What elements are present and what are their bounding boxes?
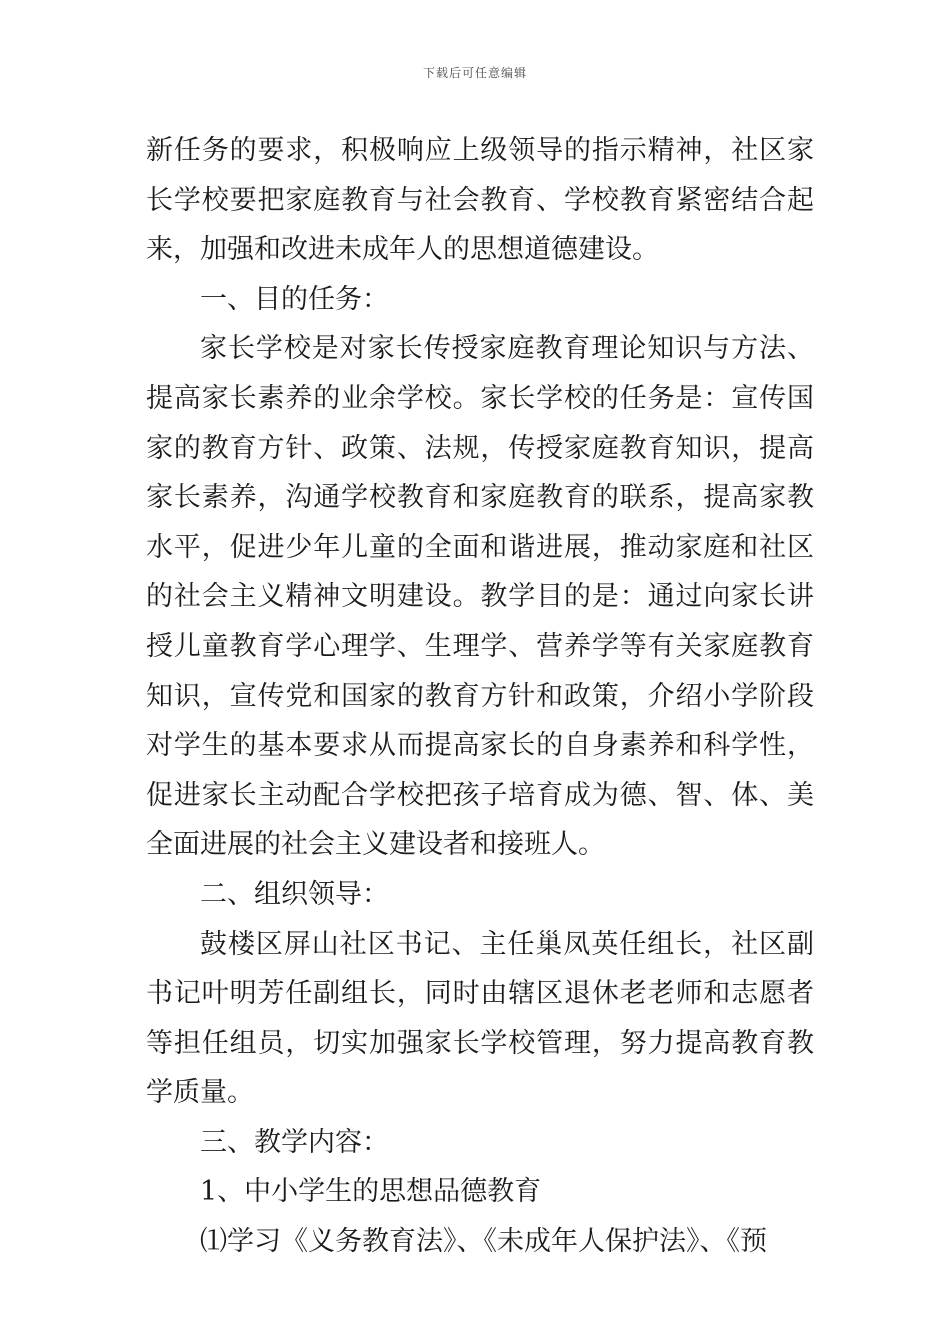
paragraph-intro: 新任务的要求，积极响应上级领导的指示精神，社区家长学校要把家庭教育与社会教育、学校教育紧密结合起来，加强和改进未成年人的思想道德建设。 xyxy=(146,135,814,266)
heading-goals: 一、目的任务： xyxy=(200,283,389,315)
list-item-1: ⑴学习《义务教育法》、《未成年人保护法》、《预 xyxy=(200,1226,767,1258)
subheading-moral-education: 1、中小学生的思想品德教育 xyxy=(200,1176,542,1208)
paragraph-organization: 鼓楼区屏山社区书记、主任巢凤英任组长，社区副书记叶明芳任副组长，同时由辖区退休老老师和志愿者等担任组员，切实加强家长学校管理，努力提高教育教学质量。 xyxy=(146,928,814,1109)
paragraph-goals: 家长学校是对家长传授家庭教育理论知识与方法、提高家长素养的业余学校。家长学校的任务是：宣传国家的教育方针、政策、法规，传授家庭教育知识，提高家长素养，沟通学校教育和家庭教育的联系，提高家教水平，促进少年儿童的全面和谐进展，推动家庭和社区的社会主义精神文明建设。教学目的是：通过向家长讲授儿童教育学心理学、生理学、营养学等有关家庭教育知识，宣传党和国家的教育方针和政策，介绍小学阶段对学生的基本要求从而提高家长的自身素养和科学性，促进家长主动配合学校把孩子培育成为德、智、体、美全面进展的社会主义建设者和接班人。 xyxy=(146,333,814,861)
heading-organization: 二、组织领导： xyxy=(200,878,389,910)
heading-content: 三、教学内容： xyxy=(200,1126,389,1158)
header-note: 下载后可任意编辑 xyxy=(422,66,527,80)
document-body xyxy=(146,126,814,1267)
